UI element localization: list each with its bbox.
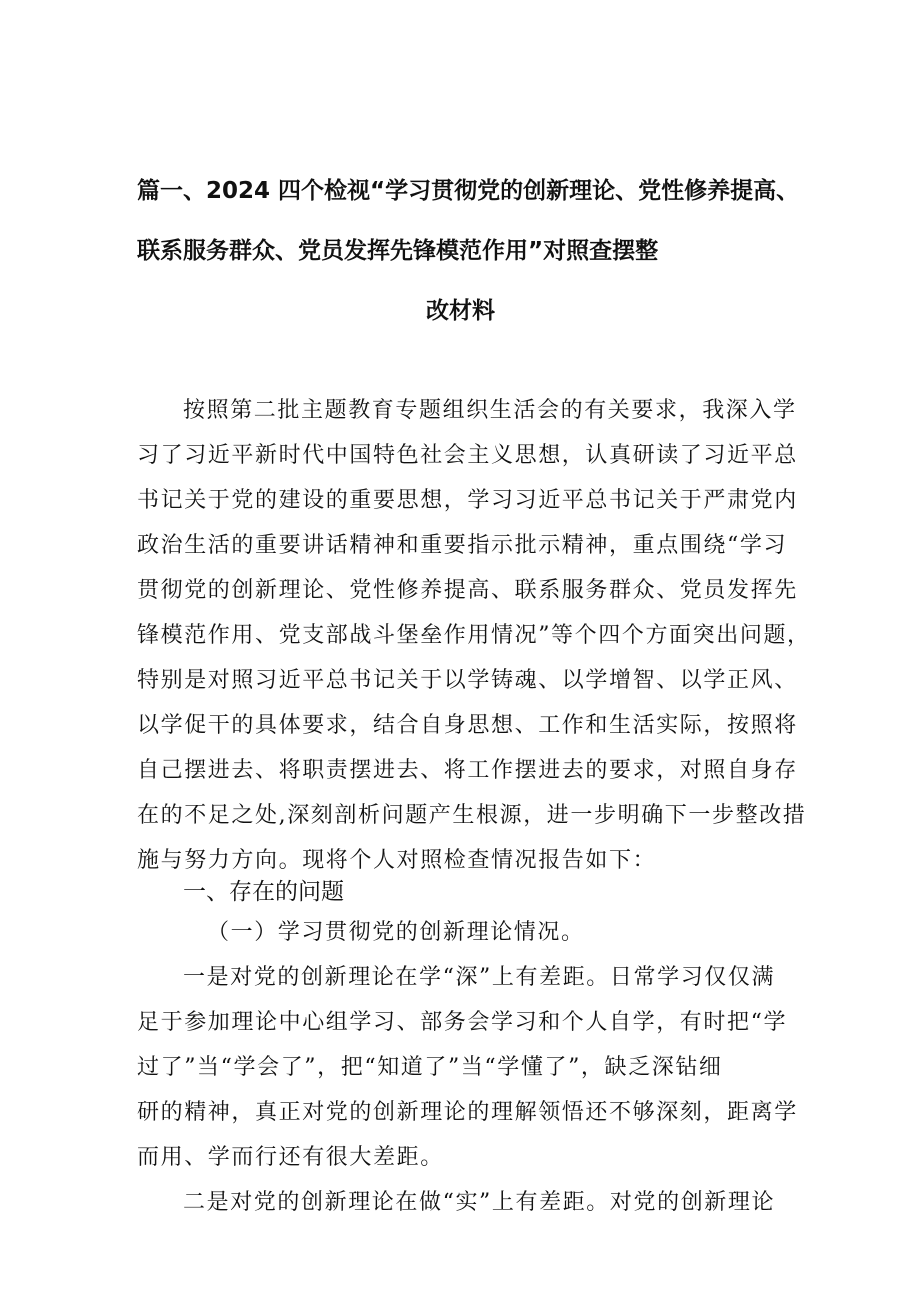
point-one-line: 而用、学而行还有很大差距。 — [137, 1145, 444, 1170]
point-one-line: 足于参加理论中心组学习、部务会学习和个人自学，有时把“学 — [137, 1010, 788, 1035]
subsection-heading: （一）学习贯彻党的创新理论情况。 — [207, 920, 585, 945]
intro-paragraph-line: 习了习近平新时代中国特色社会主义思想，认真研读了习近平总 — [137, 443, 798, 468]
point-one-line: 过了”当“学会了”，把“知道了”当“学懂了”，缺乏深钻细 — [137, 1055, 723, 1080]
intro-paragraph-line: 以学促干的具体要求，结合自身思想、工作和生活实际，按照将 — [137, 713, 798, 738]
intro-paragraph-line: 锋模范作用、党支部战斗堡垒作用情况”等个四个方面突出问题， — [137, 623, 811, 648]
document-title-line-3: 改材料 — [426, 298, 495, 324]
document-title-line-1: 篇一、2024 四个检视“学习贯彻党的创新理论、党性修养提高、 — [137, 178, 800, 204]
section-heading: 一、存在的问题 — [183, 879, 344, 905]
intro-paragraph-line: 政治生活的重要讲话精神和重要指示批示精神，重点围绕“学习 — [137, 533, 788, 558]
intro-paragraph-line: 在的不足之处,深刻剖析问题产生根源，进一步明确下一步整改措 — [137, 803, 807, 828]
intro-paragraph-line: 贯彻党的创新理论、党性修养提高、联系服务群众、党员发挥先 — [137, 578, 798, 603]
point-one-line: 研的精神，真正对党的创新理论的理解领悟还不够深刻，距离学 — [137, 1100, 798, 1125]
document-title-line-2: 联系服务群众、党员发挥先锋模范作用”对照查摆整 — [137, 238, 659, 264]
point-one-line: 一是对党的创新理论在学“深”上有差距。日常学习仅仅满 — [183, 965, 776, 990]
intro-paragraph-line: 按照第二批主题教育专题组织生活会的有关要求，我深入学 — [183, 398, 797, 423]
intro-paragraph-line: 施与努力方向。现将个人对照检查情况报告如下： — [137, 848, 657, 873]
intro-paragraph-line: 书记关于党的建设的重要思想，学习习近平总书记关于严肃党内 — [137, 488, 798, 513]
point-two-line: 二是对党的创新理论在做“实”上有差距。对党的创新理论 — [183, 1190, 776, 1215]
intro-paragraph-line: 特别是对照习近平总书记关于以学铸魂、以学增智、以学正风、 — [137, 668, 798, 693]
intro-paragraph-line: 自己摆进去、将职责摆进去、将工作摆进去的要求，对照自身存 — [137, 758, 798, 783]
